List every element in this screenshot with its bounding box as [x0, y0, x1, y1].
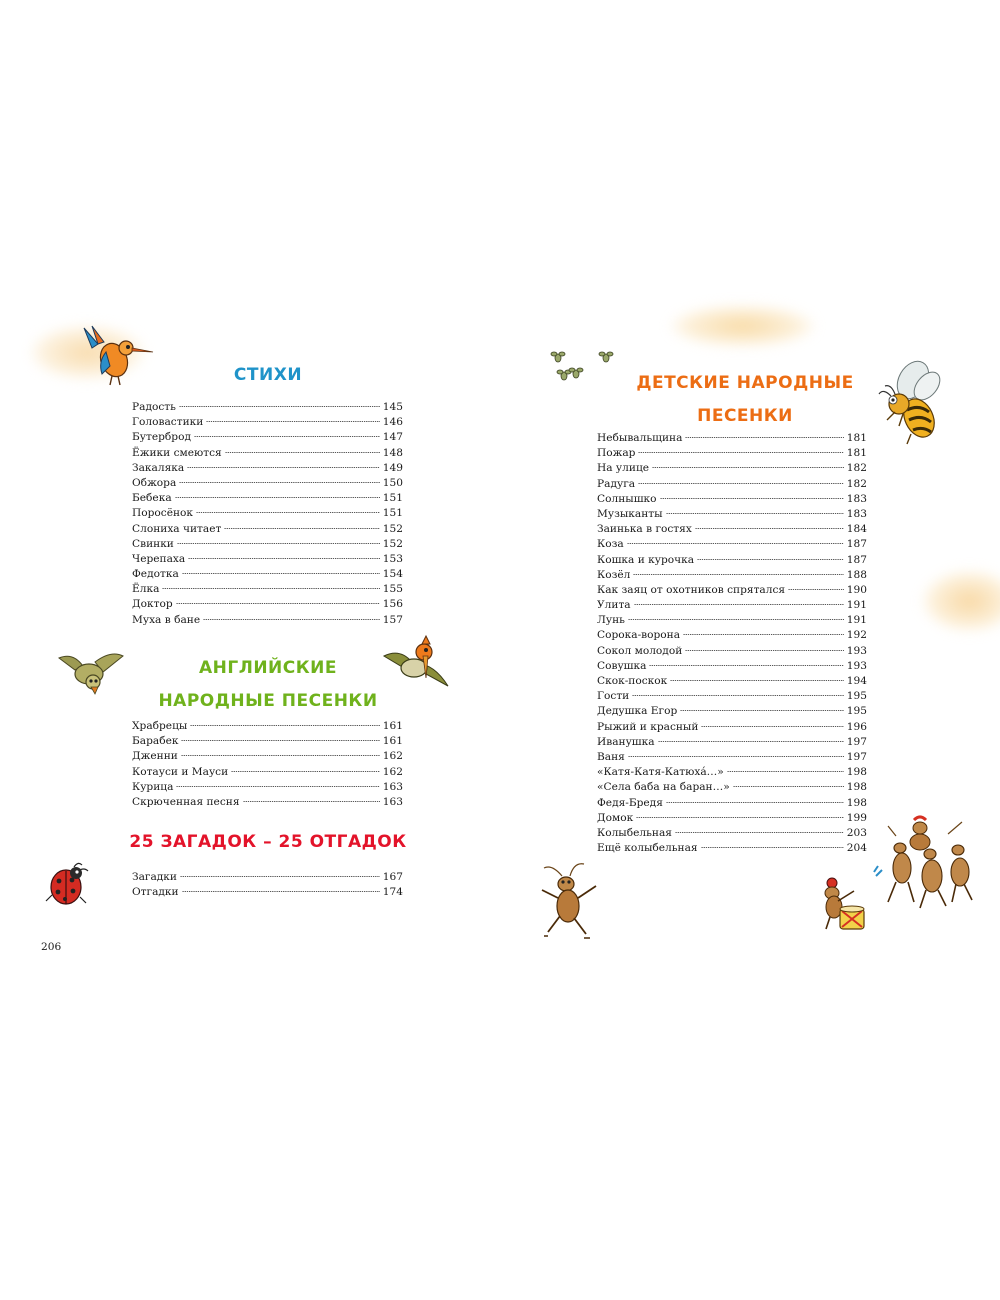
dot-leader: [179, 481, 379, 484]
toc-entry-page: 183: [846, 492, 867, 505]
dot-leader: [177, 542, 380, 545]
toc-entry-page: 188: [846, 568, 867, 581]
toc-entry: [597, 780, 867, 795]
dot-leader: [206, 420, 379, 423]
toc-entry: [597, 811, 867, 826]
toc-entry: [597, 492, 867, 507]
toc-entry-page: 162: [382, 750, 403, 763]
dot-leader: [727, 770, 844, 773]
ladybug-icon: [44, 861, 92, 909]
dot-leader: [194, 435, 380, 438]
toc-entry-title: Дедушка Егор: [597, 705, 678, 718]
toc-entry-title: Головастики: [132, 416, 204, 429]
toc-entry-page: 161: [382, 720, 403, 732]
toc-entry-title: Ёлка: [132, 583, 160, 596]
dot-leader: [636, 816, 844, 819]
toc-entry-title: Гости: [597, 690, 630, 703]
toc-entry-page: 145: [382, 401, 403, 413]
toc-entry: [132, 734, 403, 749]
toc-list-children: [597, 431, 867, 856]
toc-entry-title: Ещё колыбельная: [597, 842, 698, 855]
dot-leader: [658, 740, 844, 743]
toc-entry-page: 191: [846, 614, 867, 627]
toc-entry: [132, 537, 403, 552]
heading-line: СТИХИ: [233, 365, 303, 385]
dot-leader: [701, 725, 843, 728]
dot-leader: [188, 557, 380, 560]
toc-entry-title: Бебека: [132, 492, 172, 505]
toc-entry-page: 152: [382, 522, 403, 535]
dot-leader: [632, 694, 844, 697]
toc-entry-title: Иванушка: [597, 735, 655, 748]
dancing-cockroaches-icon: [874, 814, 980, 910]
dot-leader: [685, 649, 843, 652]
toc-entry-page: 182: [846, 477, 867, 490]
toc-entry-title: Храбрецы: [132, 720, 188, 732]
toc-entry: [597, 735, 867, 750]
watercolor-splash: [922, 570, 1000, 632]
toc-entry: [597, 796, 867, 811]
dot-leader: [243, 800, 380, 803]
toc-entry-page: 148: [382, 446, 403, 459]
toc-entry: [597, 537, 867, 552]
toc-entry-title: Улита: [597, 599, 631, 612]
toc-entry: [132, 461, 403, 476]
toc-entry-title: Скок-поскок: [597, 675, 668, 687]
toc-entry: [597, 659, 867, 674]
toc-entry: [132, 400, 403, 415]
toc-entry: [597, 598, 867, 613]
heading-line: ДЕТСКИЕ НАРОДНЫЕ: [636, 373, 854, 393]
dot-leader: [190, 724, 379, 727]
dot-leader: [695, 527, 844, 530]
toc-entry-title: Загадки: [132, 871, 177, 883]
toc-entry-title: Коза: [597, 538, 624, 551]
toc-entry-title: Федя-Бредя: [597, 796, 663, 809]
toc-entry: [597, 477, 867, 492]
toc-entry-page: 196: [846, 720, 867, 733]
toc-entry: [597, 568, 867, 583]
watercolor-splash: [670, 305, 815, 347]
dot-leader: [652, 466, 844, 469]
toc-entry-title: Колыбельная: [597, 826, 672, 839]
toc-entry-page: 150: [382, 476, 403, 489]
toc-entry-title: Бутерброд: [132, 431, 191, 444]
toc-entry: [132, 780, 403, 795]
toc-entry-title: Ваня: [597, 750, 625, 763]
dot-leader: [231, 770, 380, 773]
toc-entry-page: 204: [846, 842, 867, 855]
dot-leader: [633, 573, 843, 576]
toc-entry-title: Доктор: [132, 598, 173, 611]
toc-entry: [132, 749, 403, 764]
heading-line: 25 ЗАГАДОК – 25 ОТГАДОК: [129, 832, 407, 852]
toc-entry-page: 163: [382, 780, 403, 793]
toc-entry-title: На улице: [597, 462, 650, 475]
toc-entry-title: Сокол молодой: [597, 644, 683, 657]
dot-leader: [179, 405, 380, 408]
toc-entry-page: 182: [846, 462, 867, 475]
toc-entry-title: Солнышко: [597, 492, 657, 505]
toc-entry-page: 181: [846, 432, 867, 444]
toc-entry-page: 183: [846, 507, 867, 520]
toc-entry-title: «Села баба на баран…»: [597, 781, 730, 794]
dot-leader: [176, 785, 379, 788]
toc-list-stihi: [132, 400, 403, 628]
dot-leader: [628, 755, 844, 758]
toc-entry: [132, 885, 403, 900]
toc-entry-title: Барабек: [132, 735, 179, 748]
dot-leader: [675, 831, 844, 834]
toc-list-riddles: [132, 870, 403, 900]
toc-entry: [597, 431, 867, 446]
dot-leader: [666, 512, 844, 515]
dot-leader: [697, 558, 844, 561]
toc-entry-page: 190: [846, 583, 867, 596]
toc-entry-page: 163: [382, 795, 403, 808]
dot-leader: [670, 679, 843, 682]
dot-leader: [788, 588, 844, 591]
toc-entry: [132, 415, 403, 430]
toc-entry-page: 152: [382, 537, 403, 550]
dot-leader: [224, 527, 379, 530]
toc-entry: [597, 522, 867, 537]
toc-entry-title: Музыканты: [597, 507, 663, 520]
toc-entry: [597, 826, 867, 841]
toc-list-english: [132, 719, 403, 810]
toc-entry: [597, 644, 867, 659]
toc-entry: [597, 628, 867, 643]
toc-entry-title: Рыжий и красный: [597, 720, 699, 733]
dot-leader: [175, 496, 380, 499]
toc-entry-page: 149: [382, 461, 403, 474]
toc-entry: [132, 430, 403, 445]
toc-entry-page: 194: [846, 675, 867, 687]
toc-entry: [132, 870, 403, 885]
toc-entry-title: Дженни: [132, 750, 178, 763]
toc-entry-page: 151: [382, 507, 403, 520]
toc-entry-page: 199: [846, 811, 867, 824]
toc-entry-title: Небывальщина: [597, 432, 683, 444]
toc-entry-title: Отгадки: [132, 886, 179, 899]
toc-entry-page: 174: [382, 886, 403, 899]
toc-entry-page: 203: [846, 826, 867, 839]
toc-entry: [132, 795, 403, 810]
toc-entry-title: Лунь: [597, 614, 625, 627]
toc-entry-title: Поросёнок: [132, 507, 194, 520]
toc-entry-page: 187: [846, 553, 867, 566]
page-number: 206: [41, 941, 62, 953]
drummer-cockroach-icon: [818, 875, 868, 933]
toc-entry: [132, 476, 403, 491]
toc-entry: [597, 507, 867, 522]
cockroach-icon: [534, 860, 604, 940]
toc-entry-page: 192: [846, 629, 867, 642]
toc-entry-title: Кошка и курочка: [597, 553, 695, 566]
toc-entry: [132, 491, 403, 506]
toc-entry-page: 187: [846, 538, 867, 551]
dot-leader: [638, 451, 843, 454]
toc-entry-page: 156: [382, 598, 403, 611]
toc-entry: [132, 582, 403, 597]
toc-entry-page: 193: [846, 644, 867, 657]
toc-entry-page: 198: [846, 781, 867, 794]
dot-leader: [182, 890, 380, 893]
toc-entry-page: 198: [846, 796, 867, 809]
toc-entry-title: Свинки: [132, 537, 174, 550]
toc-entry-page: 161: [382, 735, 403, 748]
dot-leader: [181, 739, 379, 742]
toc-entry-title: Козёл: [597, 568, 631, 581]
toc-entry-page: 191: [846, 599, 867, 612]
dot-leader: [182, 572, 380, 575]
toc-entry: [132, 552, 403, 567]
dot-leader: [683, 633, 844, 636]
toc-entry: [597, 841, 867, 856]
toc-entry-title: Домок: [597, 811, 634, 824]
bee-icon: [865, 360, 945, 446]
dot-leader: [660, 497, 844, 500]
toc-entry-title: Как заяц от охотников спрятался: [597, 583, 786, 596]
toc-entry: [132, 613, 403, 628]
toc-entry-title: Обжора: [132, 476, 177, 489]
dot-leader: [225, 451, 380, 454]
toc-entry: [597, 765, 867, 780]
toc-entry-title: Пожар: [597, 447, 636, 460]
toc-entry-title: Сорока-ворона: [597, 629, 681, 642]
toc-entry: [132, 719, 403, 734]
toc-entry-page: 181: [846, 447, 867, 460]
dot-leader: [176, 602, 380, 605]
toc-entry: [132, 506, 403, 521]
toc-entry: [132, 597, 403, 612]
toc-entry-title: Федотка: [132, 568, 179, 581]
toc-entry: [132, 765, 403, 780]
toc-entry: [597, 674, 867, 689]
dot-leader: [196, 511, 380, 514]
dot-leader: [627, 542, 844, 545]
toc-entry: [597, 583, 867, 598]
toc-entry-page: 195: [846, 705, 867, 718]
dot-leader: [666, 801, 844, 804]
dot-leader: [162, 587, 379, 590]
dot-leader: [649, 664, 843, 667]
toc-entry-title: Заинька в гостях: [597, 523, 692, 536]
dot-leader: [203, 618, 380, 621]
toc-entry-page: 195: [846, 690, 867, 703]
toc-entry: [597, 613, 867, 628]
section-heading-stihi: [130, 367, 406, 384]
toc-entry-title: Слониха читает: [132, 522, 222, 535]
dot-leader: [733, 785, 844, 788]
toc-entry: [597, 720, 867, 735]
toc-entry-page: 193: [846, 659, 867, 672]
toc-entry-page: 162: [382, 765, 403, 778]
section-heading-riddles: [126, 834, 410, 851]
dot-leader: [701, 846, 844, 849]
toc-entry-page: 147: [382, 431, 403, 444]
toc-entry-page: 197: [846, 750, 867, 763]
toc-entry-page: 184: [846, 523, 867, 536]
dot-leader: [634, 603, 844, 606]
dot-leader: [181, 754, 380, 757]
toc-entry: [132, 446, 403, 461]
olive-bird-icon: [55, 648, 125, 696]
heading-line: ПЕСЕНКИ: [697, 406, 793, 426]
dot-leader: [628, 618, 844, 621]
toc-entry-title: Муха в бане: [132, 613, 201, 626]
toc-entry-page: 157: [382, 613, 403, 626]
heading-line: АНГЛИЙСКИЕ: [198, 658, 337, 678]
toc-entry: [597, 446, 867, 461]
toc-entry: [132, 567, 403, 582]
toc-entry-title: Радуга: [597, 477, 636, 490]
toc-entry: [132, 522, 403, 537]
toc-entry-title: «Катя-Катя-Катюха́…»: [597, 766, 724, 779]
toc-entry-page: 155: [382, 583, 403, 596]
dot-leader: [638, 482, 844, 485]
toc-entry-page: 197: [846, 735, 867, 748]
toc-entry: [597, 689, 867, 704]
toc-entry-page: 167: [382, 871, 403, 883]
toc-entry-page: 146: [382, 416, 403, 429]
toc-entry-title: Совушка: [597, 659, 647, 672]
toc-entry-title: Котауси и Мауси: [132, 765, 229, 778]
toc-entry-page: 153: [382, 552, 403, 565]
toc-entry-page: 151: [382, 492, 403, 505]
toc-entry-title: Курица: [132, 780, 174, 793]
toc-entry: [597, 553, 867, 568]
dot-leader: [187, 466, 380, 469]
toc-entry-page: 154: [382, 568, 403, 581]
dot-leader: [680, 709, 844, 712]
toc-entry-title: Ёжики смеются: [132, 446, 222, 459]
section-heading-children: [600, 367, 890, 433]
section-heading-english: [130, 652, 406, 718]
heading-line: НАРОДНЫЕ ПЕСЕНКИ: [158, 691, 378, 711]
toc-entry: [597, 704, 867, 719]
toc-entry-title: Скрюченная песня: [132, 795, 240, 808]
dot-leader: [180, 875, 380, 878]
toc-entry: [597, 461, 867, 476]
toc-entry-title: Закаляка: [132, 461, 185, 474]
toc-entry-title: Радость: [132, 401, 176, 413]
toc-entry-title: Черепаха: [132, 552, 186, 565]
toc-entry-page: 198: [846, 766, 867, 779]
dot-leader: [685, 436, 843, 439]
toc-entry: [597, 750, 867, 765]
